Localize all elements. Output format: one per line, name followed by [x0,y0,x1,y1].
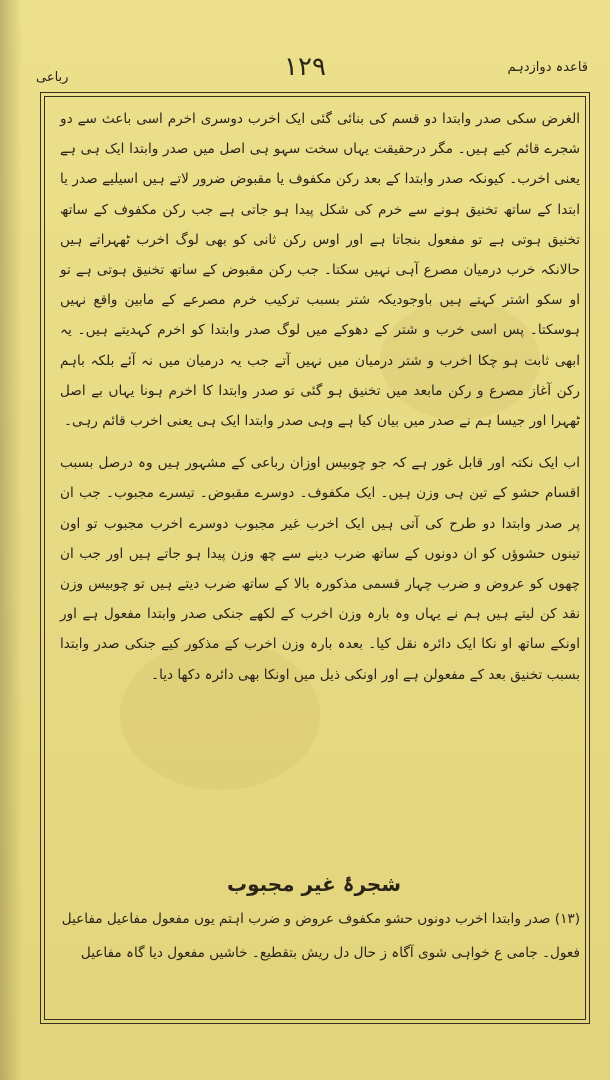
example-line: (۱۳) صدر وابتدا اخرب دونوں حشو مکفوف عروض و ضرب اہتم یوں مفعول مفاعیل مفاعیل [61,911,580,927]
paragraph: الغرض سکی صدر وابتدا دو قسم کی بنائی گئی ایک اخرب دوسری اخرم اسی باعث سے دو شجرے قائم کیے ہیں۔ مگر درحقیقت یہاں سخت سہو ہی اصل میں صدر وابتدا ایک ہی ہے یعنی اخرب۔ کیونکہ صدر وابتدا کے بعد رکن مکفوف یا مقبوض ضرور لاتے ہیں اسیلیے صدر یا ابتدا کے ساتھ تخنیق ہونے سے خرم کی شکل پیدا ہو جاتی ہے جب رکن مکفوف کے ساتھ تخنیق ہوتی ہے تو مفعول بنجاتا ہے اور اوس رکن ثانی کو بھی لوگ اخرب ٹھہراتے ہیں حالانکہ خرب درمیان مصرع آہی نہیں سکتا۔ جب رکن مقبوض کے ساتھ تخنیق ہوتی ہے تو او سکو اشتر کہتے ہیں باوجودیکہ شتر بسبب ترکیب خرم مصرعے کے مابین واقع نہیں ہوسکتا۔ پس اسی خرب و شتر کے دھوکے میں لوگ صدر وابتدا کو اخرم کہدیتے ہیں۔ یہ ابھی ثابت ہو چکا اخرب و شتر درمیان میں نہیں آتے جب یہ درمیان میں نہ آئے بلکہ باہم رکن آغاز مصرع و رکن مابعد میں تخنیق ہو گئی تو صدر وابتدا کا اخرم ہونا یہاں بے اصل ٹھہرا اور جیسا ہم نے صدر میں بیان کیا ہے وہی صدر وابتدا ایک ہی یعنی اخرب قائم رہی۔ [60,111,580,430]
paragraph-spacer [60,436,580,448]
example-block [56,902,580,970]
example-line: فعول۔ جامی ع خواہی شوی آگاہ ز حال دل ریش بتقطیع۔ خاشیں مفعول دیا گاہ مفاعیل [80,945,580,961]
paragraph: اب ایک نکتہ اور قابل غور ہے کہ جو چوبیس اوزان رباعی کے مشہور ہیں وہ درصل بسبب اقسام حشو کے تین ہی وزن ہیں۔ ایک مکفوف۔ دوسرے مقبوض۔ تیسرے مجبوب۔ جب ان پر صدر وابتدا دو طرح کی آتی ہیں ایک اخرب غیر مجبوب دوسرے اخرب مجبوب تو اون تینوں حشوؤں کو ان دونوں کے ساتھ ضرب دینے سے چھ وزن پیدا ہو جاتے ہیں اور جب ان چھوں کو عروض و ضرب چہار قسمی مذکورہ بالا کے ساتھ ضرب دیتے ہیں تو چوبیس وزن نقد کن لیتے ہیں ہم نے یہاں وہ بارہ وزن اخرب کے لکھے جنکی صدر وابتدا مفعول ہے اور اونکے ساتھ او نکا ایک دائرہ نقل کیا۔ بعدہ بارہ وزن اخرب کے مذکور کیے جنکی صدر وابتدا بسبب تخنیق بعد کے مفعولن ہے اور اونکی ذیل میں اونکا بھی دائرہ دکھا دیا۔ [60,455,580,683]
running-header-left: رباعی [36,70,69,85]
spine-shadow [0,0,22,1080]
page-number: ۱۲۹ [284,52,326,82]
main-text [60,104,580,690]
section-heading: شجرۂ غیر مجبوب [226,872,402,896]
running-header-right: قاعدہ دوازدہم [507,60,588,75]
